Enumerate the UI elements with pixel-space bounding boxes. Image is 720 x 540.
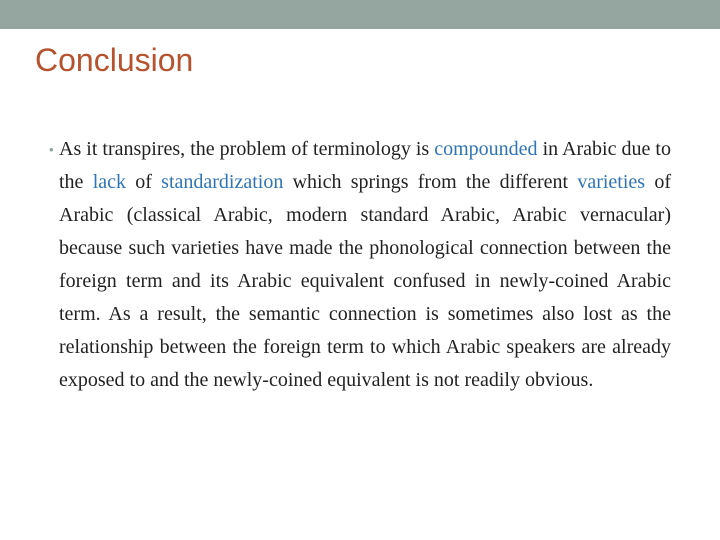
- highlighted-term: lack: [92, 171, 126, 193]
- paragraph-segment: As it transpires, the problem of terminology is: [59, 138, 435, 160]
- paragraph-segment: which springs from the different: [283, 171, 578, 193]
- top-accent-bar: [0, 0, 720, 29]
- conclusion-paragraph: [59, 133, 671, 397]
- slide-content: [49, 133, 671, 397]
- bullet-point-icon: •: [49, 142, 54, 157]
- slide-title: Conclusion: [35, 42, 194, 78]
- highlighted-term: compounded: [434, 138, 538, 160]
- paragraph-segment: in Arabic due to the: [59, 138, 671, 193]
- highlighted-term: standardization: [161, 171, 284, 193]
- paragraph-segment: of Arabic (classical Arabic, modern standard Arabic, Arabic vernacular) because such varieties have made the phonological connection between the foreign term and its Arabic equivalent confused in newly-coined Arabic term. As a result, the semantic connection is sometimes also lost as the relationship between the foreign term to which Arabic speakers are already exposed to and the newly-coined equivalent is not readily obvious.: [59, 171, 671, 391]
- highlighted-term: varieties: [577, 171, 646, 193]
- paragraph-segment: of: [126, 171, 162, 193]
